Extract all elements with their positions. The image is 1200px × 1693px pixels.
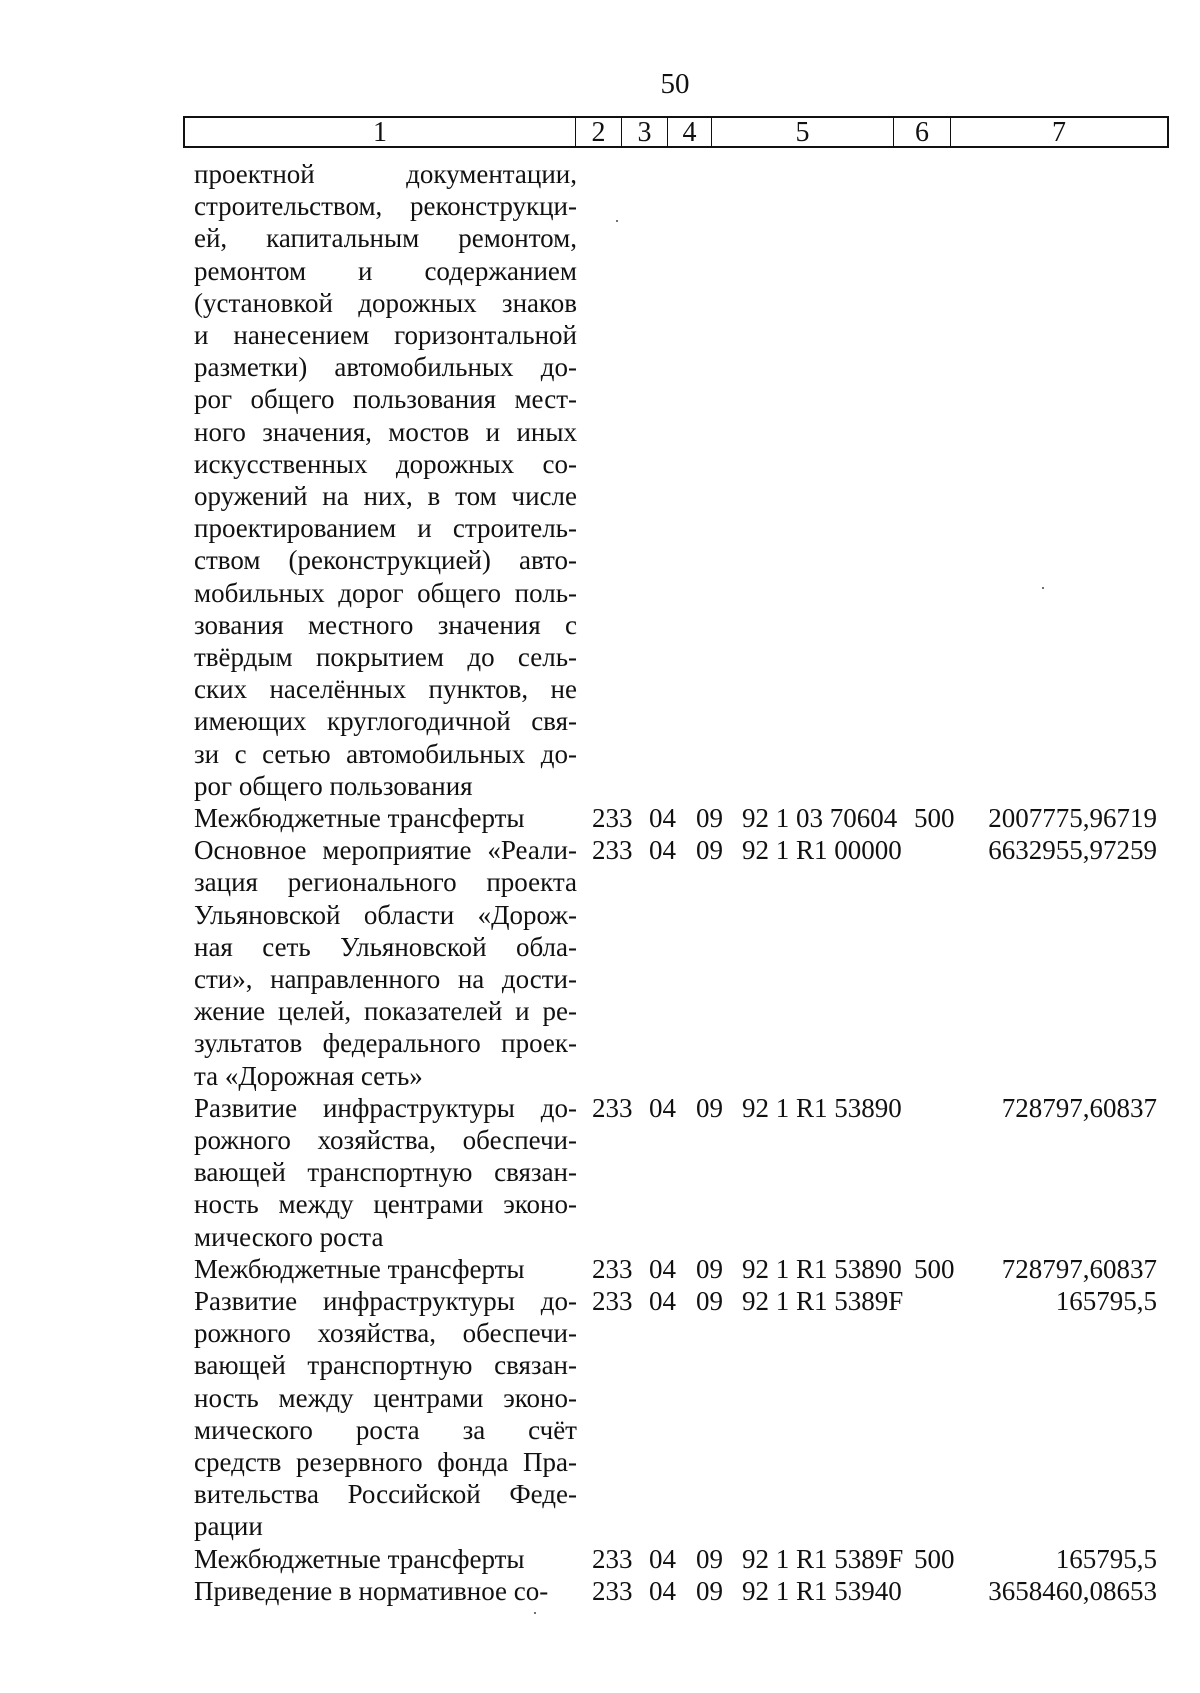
header-col-6: 6 — [894, 118, 951, 146]
row-col-6: 500 — [914, 1253, 955, 1284]
row-col-7: 165795,5 — [1055, 1543, 1157, 1574]
description-line: и нанесением горизонтальной — [194, 320, 577, 351]
description-line: ских населённых пунктов, не — [194, 674, 577, 705]
description-line: рог общего пользования мест- — [194, 384, 577, 415]
description-line: та «Дорожная сеть» — [194, 1060, 423, 1091]
row-col-2: 233 — [592, 1543, 633, 1574]
description-line: мобильных дорог общего поль- — [194, 577, 577, 608]
header-col-3: 3 — [622, 118, 668, 146]
description-line: разметки) автомобильных до- — [194, 352, 577, 383]
header-col-2: 2 — [576, 118, 622, 146]
description-line: проектной документации, — [194, 159, 577, 189]
header-col-1: 1 — [185, 118, 576, 146]
row-col-3: 04 — [649, 1253, 676, 1284]
description-line: вающей транспортную связан- — [194, 1157, 577, 1188]
row-col-7: 165795,5 — [1055, 1286, 1157, 1316]
description-line: ей, капитальным ремонтом, — [194, 223, 577, 254]
description-line: рожного хозяйства, обеспечи- — [194, 1125, 577, 1155]
description-line: искусственных дорожных со- — [194, 448, 577, 479]
description-line: оружений на них, в том числе — [194, 481, 577, 512]
description-line: Ульяновской области «Дорож- — [194, 899, 577, 930]
page-number: 50 — [660, 68, 690, 100]
description-line: ность между центрами эконо- — [194, 1382, 577, 1413]
description-line: мического роста за счёт — [194, 1414, 577, 1445]
row-col-6: 500 — [914, 1543, 955, 1574]
row-col-2: 233 — [592, 835, 633, 866]
row-col-6: 500 — [914, 803, 955, 833]
row-description — [194, 1543, 577, 1575]
description-line: зования местного значения с — [194, 609, 577, 640]
description-line: Межбюджетные трансферты — [194, 1253, 525, 1284]
description-line: зи с сетью автомобильных до- — [194, 738, 577, 769]
row-col-5: 92 1 R1 53890 — [742, 1092, 902, 1123]
row-col-3: 04 — [649, 1286, 676, 1316]
row-col-7: 728797,60837 — [1001, 1092, 1157, 1123]
header-col-5: 5 — [712, 118, 894, 146]
description-line: ством (реконструкцией) авто- — [194, 545, 577, 576]
description-line: Развитие инфраструктуры до- — [194, 1286, 577, 1316]
description-line: ного значения, мостов и иных — [194, 416, 577, 447]
row-col-2: 233 — [592, 1575, 633, 1606]
row-col-5: 92 1 R1 5389F — [742, 1286, 904, 1316]
row-description — [194, 1575, 577, 1607]
description-line: Межбюджетные трансферты — [194, 803, 525, 833]
description-line: ность между центрами эконо- — [194, 1189, 577, 1220]
description-line: твёрдым покрытием до сель- — [194, 642, 577, 673]
row-description — [194, 802, 577, 834]
row-col-4: 09 — [696, 803, 723, 833]
scan-speck — [1042, 587, 1044, 589]
row-col-3: 04 — [649, 1543, 676, 1574]
description-line: ремонтом и содержанием — [194, 255, 577, 286]
description-line: рации — [194, 1511, 263, 1542]
description-line: рожного хозяйства, обеспечи- — [194, 1318, 577, 1349]
description-line: вительства Российской Феде- — [194, 1479, 577, 1510]
header-col-7: 7 — [1052, 117, 1066, 148]
description-line: Основное мероприятие «Реали- — [194, 835, 577, 866]
description-line: Межбюджетные трансферты — [194, 1543, 525, 1574]
row-col-5: 92 1 R1 53940 — [742, 1575, 902, 1606]
row-col-5: 92 1 R1 53890 — [742, 1253, 902, 1284]
row-col-5: 92 1 R1 5389F — [742, 1543, 904, 1574]
row-col-3: 04 — [649, 1092, 676, 1123]
row-col-7: 6632955,97259 — [988, 835, 1157, 866]
description-line: Приведение в нормативное со- — [194, 1575, 549, 1606]
row-col-7: 3658460,08653 — [988, 1575, 1157, 1606]
description-line: мического роста — [194, 1221, 384, 1252]
row-col-5: 92 1 03 70604 — [742, 803, 898, 833]
description-line: жение целей, показателей и ре- — [194, 996, 577, 1027]
row-col-3: 04 — [649, 803, 676, 833]
row-col-2: 233 — [592, 1253, 633, 1284]
header-col-4: 4 — [668, 118, 712, 146]
row-description — [194, 1285, 577, 1543]
row-description — [194, 158, 577, 802]
row-col-4: 09 — [696, 1543, 723, 1574]
description-line: ная сеть Ульяновской обла- — [194, 931, 577, 962]
description-line: средств резервного фонда Пра- — [194, 1447, 577, 1478]
row-col-4: 09 — [696, 1286, 723, 1316]
scan-speck — [534, 1612, 536, 1614]
row-col-2: 233 — [592, 1286, 633, 1316]
row-col-7: 728797,60837 — [1001, 1253, 1157, 1284]
row-col-4: 09 — [696, 1575, 723, 1606]
description-line: строительством, реконструкци- — [194, 191, 577, 222]
row-col-2: 233 — [592, 1092, 633, 1123]
description-line: сти», направленного на дости- — [194, 964, 577, 994]
row-col-5: 92 1 R1 00000 — [742, 835, 902, 866]
description-line: рог общего пользования — [194, 770, 473, 801]
description-line: зация регионального проекта — [194, 867, 577, 898]
scan-speck — [616, 220, 618, 222]
row-description — [194, 834, 577, 1092]
row-col-3: 04 — [649, 835, 676, 866]
description-line: вающей транспортную связан- — [194, 1350, 577, 1381]
description-line: Развитие инфраструктуры до- — [194, 1092, 577, 1123]
description-line: имеющих круглогодичной свя- — [194, 706, 577, 737]
description-line: зультатов федерального проек- — [194, 1028, 577, 1059]
row-col-4: 09 — [696, 835, 723, 866]
row-col-7: 2007775,96719 — [988, 803, 1157, 833]
description-line: (установкой дорожных знаков — [194, 287, 577, 318]
description-line: проектированием и строитель- — [194, 513, 577, 544]
row-description — [194, 1253, 577, 1285]
row-description — [194, 1092, 577, 1253]
row-col-2: 233 — [592, 803, 633, 833]
row-col-4: 09 — [696, 1253, 723, 1284]
row-col-3: 04 — [649, 1575, 676, 1606]
table-header — [183, 116, 1169, 148]
row-col-4: 09 — [696, 1092, 723, 1123]
